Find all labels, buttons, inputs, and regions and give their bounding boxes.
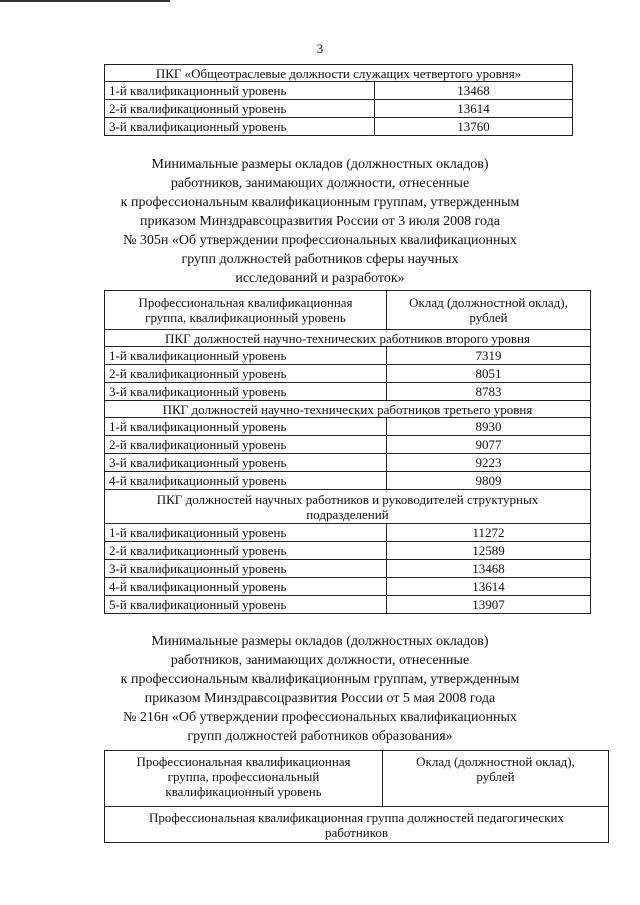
heading-line: к профессиональным квалификационным группам, утвержденным [120, 672, 520, 687]
header-text: Профессиональная квалификационная [136, 754, 351, 769]
level-cell: 3-й квалификационный уровень [105, 560, 387, 578]
level-cell: 4-й квалификационный уровень [105, 472, 387, 490]
table-row [105, 82, 573, 100]
level-cell: 2-й квалификационный уровень [105, 365, 387, 383]
table-row [105, 347, 591, 365]
header-group-level [105, 291, 387, 330]
header-text: Оклад (должностной оклад), [409, 295, 568, 310]
group-header [105, 807, 609, 843]
heading-line: работников, занимающих должности, отнесенные [170, 653, 470, 668]
level-cell: 1-й квалификационный уровень [105, 418, 387, 436]
table-row [105, 118, 573, 136]
group-header-text: ПКГ должностей научных работников и руководителей структурных [156, 491, 539, 507]
salary-cell: 9809 [387, 472, 591, 490]
header-salary [383, 751, 609, 807]
heading-line: приказом Минздравсоцразвития России от 3 июля 2008 года [140, 214, 500, 229]
level-cell: 1-й квалификационный уровень [105, 347, 387, 365]
table-row [105, 524, 591, 542]
heading-line: Минимальные размеры окладов (должностных окладов) [151, 157, 489, 172]
salary-cell: 7319 [387, 347, 591, 365]
table-row [105, 560, 591, 578]
level-cell: 3-й квалификационный уровень [105, 454, 387, 472]
table-row [105, 454, 591, 472]
level-cell: 3-й квалификационный уровень [105, 383, 387, 401]
header-text: группа, профессиональный [167, 769, 320, 784]
heading-line: исследований и разработок» [235, 271, 405, 286]
level-cell: 5-й квалификационный уровень [105, 596, 387, 614]
salary-cell: 13760 [375, 118, 573, 136]
header-text: группа, квалификационный уровень [145, 310, 346, 325]
salary-cell: 13468 [387, 560, 591, 578]
heading-line: приказом Минздравсоцразвития России от 5 мая 2008 года [144, 691, 496, 706]
salary-cell: 9077 [387, 436, 591, 454]
group-header: ПКГ «Общеотраслевые должности служащих четвертого уровня» [105, 65, 573, 82]
group-header-text: работников [324, 824, 389, 840]
table-row [105, 542, 591, 560]
level-cell: 1-й квалификационный уровень [105, 524, 387, 542]
table-row [105, 418, 591, 436]
level-cell: 2-й квалификационный уровень [105, 436, 387, 454]
table-row [105, 383, 591, 401]
table-general-positions [104, 64, 573, 136]
group-header: ПКГ должностей научно-технических работников третьего уровня [105, 401, 591, 418]
header-salary [387, 291, 591, 330]
salary-cell: 8930 [387, 418, 591, 436]
level-cell: 2-й квалификационный уровень [105, 542, 387, 560]
section-heading-education [0, 632, 640, 746]
group-header: ПКГ должностей научно-технических работников второго уровня [105, 330, 591, 347]
group-header-text: подразделений [306, 506, 389, 522]
heading-line: № 305н «Об утверждении профессиональных квалификационных [123, 233, 517, 248]
table-header-row [105, 751, 609, 807]
table-row [105, 436, 591, 454]
heading-line: групп должностей работников сферы научных [181, 252, 459, 267]
level-cell: 2-й квалификационный уровень [105, 100, 375, 118]
salary-cell: 8783 [387, 383, 591, 401]
heading-line: Минимальные размеры окладов (должностных окладов) [151, 634, 489, 649]
table-header-row [105, 291, 591, 330]
salary-cell: 11272 [387, 524, 591, 542]
header-text: Профессиональная квалификационная [138, 295, 353, 310]
heading-line: № 216н «Об утверждении профессиональных квалификационных [123, 710, 517, 725]
heading-line: работников, занимающих должности, отнесенные [170, 176, 470, 191]
header-text: Оклад (должностной оклад), [416, 754, 575, 769]
salary-cell: 13468 [375, 82, 573, 100]
page-number: 3 [316, 41, 324, 56]
header-text: квалификационный уровень [165, 784, 322, 799]
salary-cell: 9223 [387, 454, 591, 472]
table-research-positions [104, 290, 591, 614]
table-row [105, 365, 591, 383]
salary-cell: 12589 [387, 542, 591, 560]
table-row [105, 100, 573, 118]
level-cell: 1-й квалификационный уровень [105, 82, 375, 100]
heading-line: групп должностей работников образования» [187, 729, 453, 744]
table-row [105, 472, 591, 490]
group-header-text: Профессиональная квалификационная группа должностей педагогических [149, 809, 564, 825]
header-text: рублей [469, 310, 508, 325]
salary-cell: 13907 [387, 596, 591, 614]
header-text: рублей [476, 769, 515, 784]
salary-cell: 13614 [387, 578, 591, 596]
group-header [105, 490, 591, 524]
table-row [105, 578, 591, 596]
top-rule [0, 0, 170, 2]
level-cell: 4-й квалификационный уровень [105, 578, 387, 596]
table-row [105, 596, 591, 614]
salary-cell: 13614 [375, 100, 573, 118]
heading-line: к профессиональным квалификационным группам, утвержденным [120, 195, 520, 210]
level-cell: 3-й квалификационный уровень [105, 118, 375, 136]
section-heading-research [0, 155, 640, 288]
table-education-positions [104, 750, 609, 843]
salary-cell: 8051 [387, 365, 591, 383]
header-group-level [105, 751, 383, 807]
